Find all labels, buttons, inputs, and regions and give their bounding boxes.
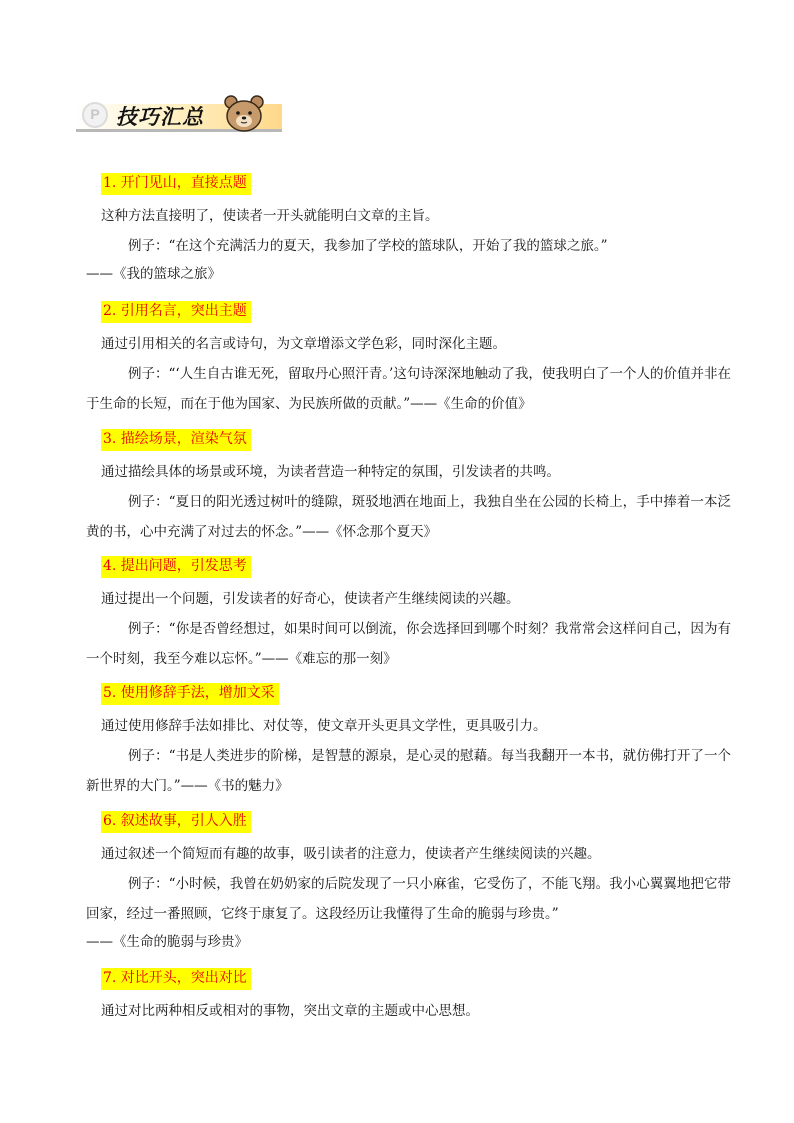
tip-heading: 1. 开门见山，直接点题	[101, 173, 251, 195]
tip-section-2	[86, 300, 731, 419]
tip-section-4	[86, 555, 731, 674]
tip-heading: 3. 描绘场景，渲染气氛	[101, 429, 251, 451]
section-header-badge	[76, 96, 286, 140]
bear-mascot-icon	[222, 94, 266, 134]
tip-section-7	[101, 967, 731, 1026]
tip-description: 这种方法直接明了，使读者一开头就能明白文章的主旨。	[101, 208, 439, 224]
tip-heading: 2. 引用名言，突出主题	[101, 301, 251, 323]
tip-section-1	[86, 172, 731, 287]
p-logo-icon	[82, 102, 108, 128]
tip-example: 例子：“你是否曾经想过，如果时间可以倒流，你会选择回到哪个时刻？我常常会这样问自己，因为有一个时刻，我至今难以忘怀。”——《难忘的那一刻》	[86, 621, 731, 667]
tip-description: 通过叙述一个简短而有趣的故事，吸引读者的注意力，使读者产生继续阅读的兴趣。	[101, 846, 601, 862]
tip-section-3	[86, 428, 731, 547]
tip-example: 例子：“在这个充满活力的夏天，我参加了学校的篮球队，开始了我的篮球之旅。”	[128, 238, 608, 254]
tip-example: 例子：“‘人生自古谁无死，留取丹心照汗青。’这句诗深深地触动了我，使我明白了一个人的价值并非在于生命的长短，而在于他为国家、为民族所做的贡献。”——《生命的价值》	[86, 366, 731, 412]
tip-example: 例子：“书是人类进步的阶梯，是智慧的源泉，是心灵的慰藉。每当我翻开一本书，就仿佛打开了一个新世界的大门。”——《书的魅力》	[86, 748, 731, 794]
tip-example: 例子：“小时候，我曾在奶奶家的后院发现了一只小麻雀，它受伤了，不能飞翔。我小心翼翼地把它带回家，经过一番照顾，它终于康复了。这段经历让我懂得了生命的脆弱与珍贵。”	[86, 876, 731, 922]
tip-description: 通过提出一个问题，引发读者的好奇心，使读者产生继续阅读的兴趣。	[101, 591, 520, 607]
tip-heading: 5. 使用修辞手法，增加文采	[101, 683, 279, 705]
tip-description: 通过对比两种相反或相对的事物，突出文章的主题或中心思想。	[101, 1003, 479, 1019]
tip-description: 通过引用相关的名言或诗句，为文章增添文学色彩，同时深化主题。	[101, 336, 506, 352]
tip-description: 通过描绘具体的场景或环境，为读者营造一种特定的氛围，引发读者的共鸣。	[101, 464, 560, 480]
tip-section-6	[86, 810, 731, 955]
tip-heading: 4. 提出问题，引发思考	[101, 556, 251, 578]
tip-example: 例子：“夏日的阳光透过树叶的缝隙，斑驳地洒在地面上，我独自坐在公园的长椅上，手中捧着一本泛黄的书，心中充满了对过去的怀念。”——《怀念那个夏天》	[86, 494, 731, 540]
tip-source: ——《生命的脆弱与珍贵》	[86, 934, 248, 950]
tip-heading: 6. 叙述故事，引人入胜	[101, 811, 251, 833]
tip-description: 通过使用修辞手法如排比、对仗等，使文章开头更具文学性，更具吸引力。	[101, 718, 547, 734]
tip-section-5	[86, 682, 731, 801]
tip-source: ——《我的篮球之旅》	[86, 266, 221, 282]
header-title: 技巧汇总	[116, 106, 204, 129]
tip-heading: 7. 对比开头，突出对比	[101, 968, 251, 990]
